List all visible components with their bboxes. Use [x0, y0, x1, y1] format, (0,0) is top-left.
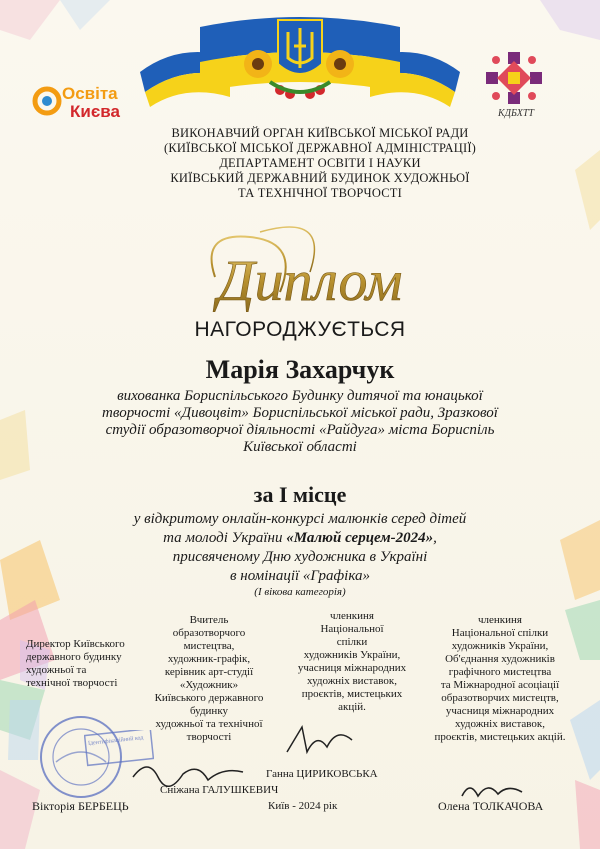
teacher-title-line: керівник арт-студії [164, 666, 254, 678]
director-title-line: державного будинку [26, 651, 122, 663]
teacher-title-line: мистецтва, [183, 640, 235, 652]
member2-title-line: учасниця міжнародних [445, 705, 555, 717]
teacher-title-line: художник-графік, [167, 653, 251, 665]
member2-title-line: графічного мистецтва [448, 666, 552, 678]
header-line-4: КИЇВСЬКИЙ ДЕРЖАВНИЙ БУДИНОК ХУДОЖНЬОЇ [170, 171, 470, 185]
director-title-line: технічної творчості [26, 677, 118, 689]
teacher-title-line: Київського державного [154, 692, 264, 704]
description-line-2: творчості «Дивоцвіт» Бориспільської міської ради, Зразкової [102, 405, 498, 421]
signature-member1 [282, 722, 362, 762]
member2-title-line: членкиня [478, 614, 522, 626]
director-title-line: Директор Київського [26, 638, 125, 650]
contest-line-3: присвяченому Дню художника в Україні [172, 549, 428, 565]
director-title-line: художньої та [26, 664, 87, 676]
member2-title-line: проєктів, мистецьких акцій. [434, 731, 566, 743]
kdbhtt-logo [484, 50, 548, 124]
description-line-4: Київської області [243, 439, 357, 455]
header-line-5: ТА ТЕХНІЧНОЇ ТВОРЧОСТІ [238, 186, 402, 200]
recipient-name: Марія Захарчук [205, 355, 395, 384]
footer-city-year: Київ - 2024 рік [268, 800, 338, 812]
teacher-title-line: Вчитель [189, 614, 229, 626]
member1-title-line: членкиня [330, 610, 374, 622]
stamp-text: Ідентифікаційний код [87, 735, 144, 747]
header-organization [100, 126, 540, 201]
teacher-title-line: «Художник» [179, 679, 239, 691]
osvita-kyieva-logo [32, 82, 137, 124]
contest-line-5: (І вікова категорія) [254, 586, 346, 598]
diploma-title [0, 212, 600, 322]
contest-line-1: у відкритому онлайн-конкурсі малюнків серед дітей [133, 511, 467, 527]
logo-right-text: КДБХТТ [497, 108, 534, 119]
member1-title-line: спілки [336, 636, 368, 648]
member2-title-line: та Міжнародної асоціації [440, 679, 560, 691]
member2-name: Олена ТОЛКАЧОВА [438, 799, 544, 813]
teacher-title-line: творчості [186, 731, 232, 743]
contest-line-2-prefix: та молоді України [163, 530, 287, 546]
subtitle: НАГОРОДЖУЄТЬСЯ [194, 318, 406, 341]
member2-title-line: Національної спілки [451, 627, 549, 639]
member2-title-line: Об'єднання художників [445, 653, 555, 665]
header-line-1: ВИКОНАВЧИЙ ОРГАН КИЇВСЬКОЇ МІСЬКОЇ РАДИ [171, 126, 469, 140]
contest-line-2 [0, 529, 600, 548]
member2-title [420, 614, 580, 744]
place-award: за І місце [253, 482, 347, 507]
contest-line-2-suffix: , [433, 530, 437, 546]
member1-title-line: акцій. [338, 701, 366, 713]
teacher-title-line: художньої та технічної [155, 718, 263, 730]
diploma-title-text: Диплом [217, 248, 403, 313]
flag-ribbon-emblem [140, 2, 460, 112]
logo-swirl-icon [32, 86, 62, 116]
member1-title-line: Національної [320, 623, 384, 635]
diploma-title-wrap [0, 212, 600, 327]
description-line-1: вихованка Бориспільського Будинку дитячої та юнацької [117, 388, 483, 404]
ornament-icon [484, 50, 544, 106]
member2-title-line: художніх виставок, [454, 718, 545, 730]
member1-title-line: учасниця міжнародних [297, 662, 407, 674]
header-line-3: ДЕПАРТАМЕНТ ОСВІТИ І НАУКИ [219, 156, 421, 170]
director-name: Вікторія БЕРБЕЦЬ [32, 799, 129, 813]
logo-line2: Києва [70, 102, 120, 121]
member1-title-line: художніх виставок, [306, 675, 397, 687]
teacher-title [134, 614, 284, 744]
member1-title [282, 610, 422, 714]
teacher-title-line: образотворчого [172, 627, 246, 639]
contest-info [0, 510, 600, 599]
logo-line1: Освіта [62, 84, 118, 103]
description-line-3: студії образотворчої діяльності «Райдуга» міста Бориспіль [105, 422, 495, 438]
header-line-2: (КИЇВСЬКОЇ МІСЬКОЇ ДЕРЖАВНОЇ АДМІНІСТРАЦІЇ) [163, 141, 477, 155]
teacher-name: Сніжана ГАЛУШКЕВИЧ [160, 784, 279, 796]
member2-title-line: образотворчих мистецтв, [441, 692, 559, 704]
member2-title-line: художників України, [451, 640, 549, 652]
member1-title-line: проєктів, мистецьких [301, 688, 403, 700]
teacher-title-line: будинку [189, 705, 229, 717]
contest-name: «Малюй серцем-2024» [286, 530, 434, 546]
contest-line-4: в номінації «Графіка» [230, 568, 370, 584]
member1-title-line: художників України, [303, 649, 401, 661]
recipient-description [0, 388, 600, 456]
member1-name: Ганна ЦИРИКОВСЬКА [266, 768, 378, 780]
